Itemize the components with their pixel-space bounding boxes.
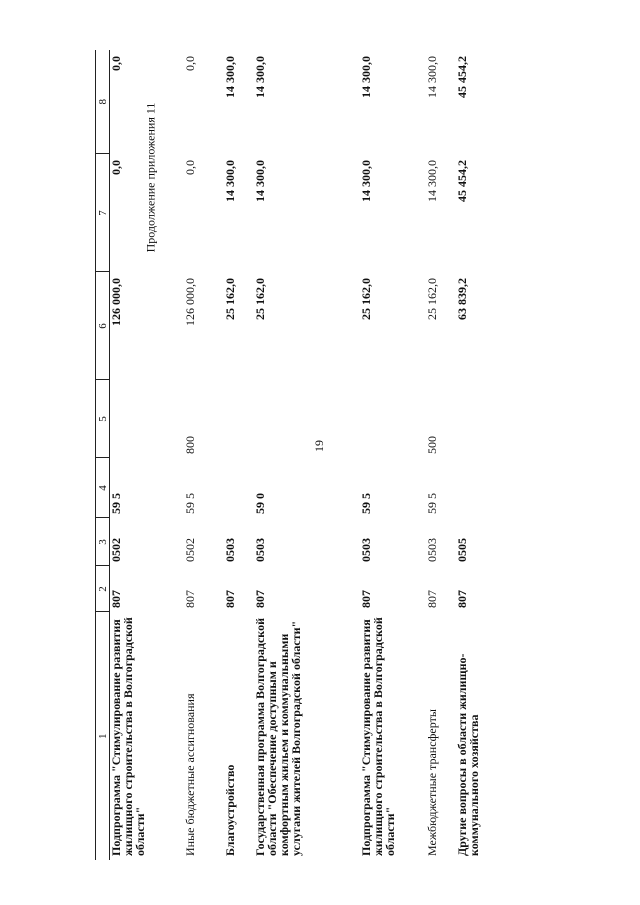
- row-name: Благоустройство: [222, 764, 237, 856]
- col-8-value: 14 300,0: [424, 56, 439, 98]
- col-3-value: 0505: [454, 538, 469, 562]
- col-5-value: 800: [182, 436, 197, 454]
- col-3-value: 0502: [182, 538, 197, 562]
- table-row: [254, 50, 360, 860]
- col-7-value: 14 300,0: [358, 160, 373, 202]
- col-8-value: 14 300,0: [222, 56, 237, 98]
- continuation-label: Продолжение приложения 11: [143, 102, 158, 253]
- col-2-value: 807: [424, 590, 439, 608]
- col-3-value: 0503: [252, 538, 267, 562]
- col-6-value: 126 000,0: [182, 278, 197, 326]
- col-6-value: 25 162,0: [358, 278, 373, 320]
- row-name: Другие вопросы в области жилищно-коммунального хозяйства: [454, 653, 481, 856]
- table-row: [456, 50, 506, 860]
- column-header: 4: [96, 458, 110, 518]
- budget-table-container: [95, 50, 595, 860]
- column-header: 2: [96, 566, 110, 612]
- col-5-value: [360, 380, 426, 458]
- page-number: 19: [312, 440, 326, 452]
- table-row: [184, 50, 224, 860]
- col-8-value: 0,0: [109, 56, 123, 71]
- row-name: Подпрограмма "Стимулирование развития жилищного строительства в Волгоградской области": [109, 617, 147, 856]
- col-6-value: 25 162,0: [424, 278, 439, 320]
- col-6-value: 25 162,0: [252, 278, 267, 320]
- col-3-value: 0503: [424, 538, 439, 562]
- col-6-value: 63 839,2: [454, 278, 469, 320]
- column-header: 7: [96, 154, 110, 272]
- column-header: 5: [96, 380, 110, 458]
- col-2-value: 807: [182, 590, 197, 608]
- col-5-value: [110, 380, 184, 458]
- col-2-value: 807: [222, 590, 237, 608]
- column-header: 3: [96, 518, 110, 566]
- col-6-value: 25 162,0: [222, 278, 237, 320]
- col-7-value: 14 300,0: [252, 160, 267, 202]
- col-7-value: 14 300,0: [424, 160, 439, 202]
- column-header: 1: [96, 612, 110, 860]
- column-header: 8: [96, 50, 110, 154]
- col-5-value: [224, 380, 254, 458]
- table-row: [360, 50, 426, 860]
- row-name: Межбюджетные трансферты: [424, 709, 439, 856]
- column-header: 6: [96, 272, 110, 380]
- table-body: [110, 50, 506, 860]
- col-2-value: 807: [109, 590, 123, 608]
- col-2-value: 807: [252, 590, 267, 608]
- col-4-value: 59 5: [358, 493, 373, 514]
- col-4-value: 59 0: [252, 493, 267, 514]
- col-7-value: 0,0: [109, 160, 123, 175]
- col-8-value: 14 300,0: [358, 56, 373, 98]
- col-6-value: 126 000,0: [109, 278, 123, 326]
- col-5-value: 500: [424, 436, 439, 454]
- table-row: [426, 50, 456, 860]
- col-4-value: [456, 458, 506, 518]
- col-8-value: 14 300,0: [252, 56, 267, 98]
- col-8-value: 45 454,2: [454, 56, 469, 98]
- table-row: [224, 50, 254, 860]
- col-4-value: 59 5: [424, 493, 439, 514]
- row-name: Государственная программа Волгоградской области "Обеспечение доступным и комфортным жильем и коммунальными услугами жителей Волгоградской области": [252, 618, 303, 856]
- table-header-row: [96, 50, 110, 860]
- col-4-value: [224, 458, 254, 518]
- col-3-value: 0502: [109, 538, 123, 562]
- budget-table: [95, 50, 506, 860]
- col-3-value: 0503: [222, 538, 237, 562]
- col-7-value: 0,0: [182, 160, 197, 175]
- col-5-value: [254, 380, 360, 458]
- col-2-value: 807: [358, 590, 373, 608]
- col-2-value: 807: [454, 590, 469, 608]
- col-3-value: 0503: [358, 538, 373, 562]
- col-5-value: [456, 380, 506, 458]
- col-8-value: 0,0: [182, 56, 197, 71]
- col-7-value: 14 300,0: [222, 160, 237, 202]
- row-name: Подпрограмма "Стимулирование развития жилищного строительства в Волгоградской области": [358, 617, 397, 856]
- col-4-value: 59 5: [109, 493, 123, 514]
- row-name: Иные бюджетные ассигнования: [182, 693, 197, 856]
- table-row: [110, 50, 184, 860]
- col-4-value: 59 5: [182, 493, 197, 514]
- col-7-value: 45 454,2: [454, 160, 469, 202]
